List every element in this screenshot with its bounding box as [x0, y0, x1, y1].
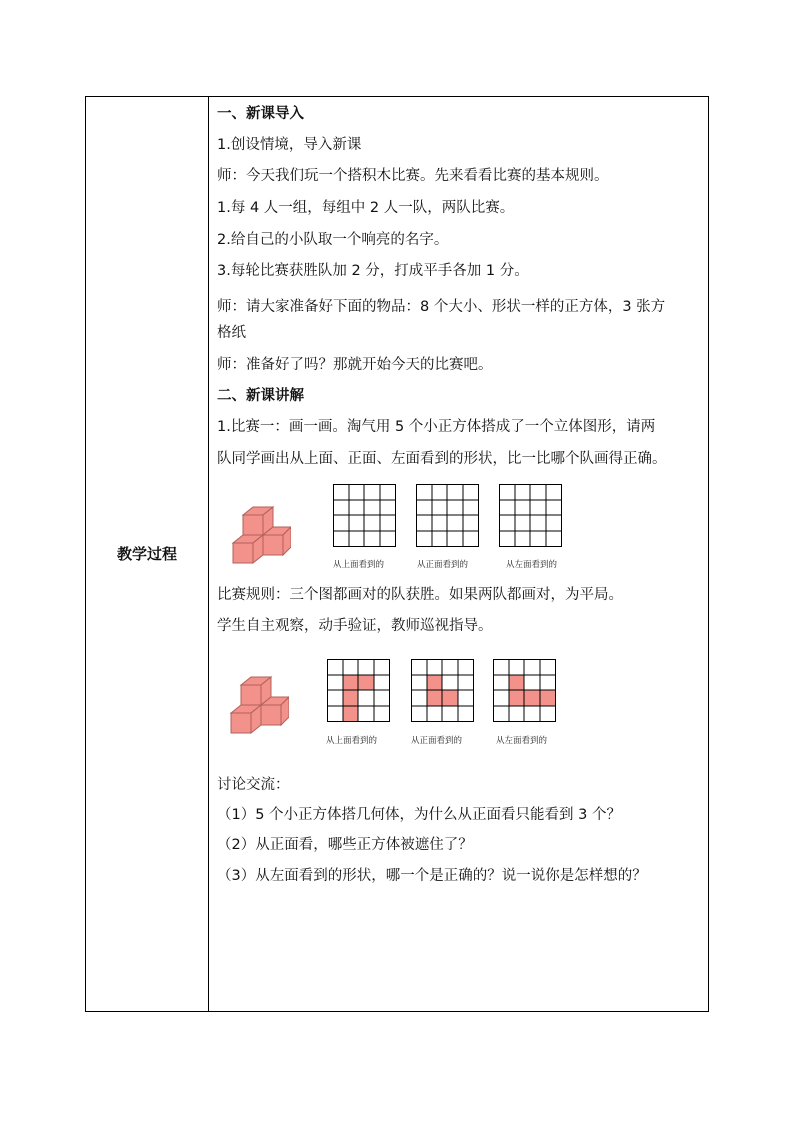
- text-line: 学生自主观察，动手验证，教师巡视指导。: [217, 618, 493, 634]
- text-line: （3）从左面看到的形状，哪一个是正确的？说一说你是怎样想的？: [217, 868, 647, 884]
- heading-new-lesson-intro: 一、新课导入: [217, 106, 304, 122]
- text-line: （2）从正面看，哪些正方体被遮住了？: [217, 837, 473, 853]
- text-line: 讨论交流：: [217, 777, 290, 793]
- column-divider: [208, 97, 209, 1011]
- text-line: 师：今天我们玩一个搭积木比赛。先来看看比赛的基本规则。: [217, 168, 609, 184]
- caption-front-view: 从正面看到的: [411, 736, 463, 746]
- text-line: 师：请大家准备好下面的物品：8 个大小、形状一样的正方体，3 张方: [217, 299, 666, 315]
- caption-left-view: 从左面看到的: [496, 736, 548, 746]
- answer-grid-top-view: [327, 659, 391, 723]
- text-line: （1）5 个小正方体搭几何体，为什么从正面看只能看到 3 个？: [217, 807, 622, 823]
- text-line: 2.给自己的小队取一个响亮的名字。: [217, 232, 449, 248]
- answer-grid-left-view: [493, 659, 557, 723]
- text-line: 1.创设情境，导入新课: [217, 137, 362, 153]
- text-line: 1.每 4 人一组，每组中 2 人一队，两队比赛。: [217, 200, 515, 216]
- text-line: 比赛规则：三个图都画对的队获胜。如果两队都画对，为平局。: [217, 587, 623, 603]
- section-label: 教学过程: [116, 545, 177, 563]
- answer-grid-front-view: [411, 659, 475, 723]
- text-line: 队同学画出从上面、正面、左面看到的形状，比一比哪个队画得正确。: [217, 451, 667, 467]
- caption-left-view: 从左面看到的: [506, 560, 558, 570]
- caption-top-view: 从上面看到的: [333, 560, 385, 570]
- empty-grid-front-view: [416, 484, 480, 548]
- empty-grid-top-view: [333, 484, 397, 548]
- text-line: 格纸: [217, 325, 246, 341]
- caption-front-view: 从正面看到的: [417, 560, 469, 570]
- caption-top-view: 从上面看到的: [326, 736, 378, 746]
- cube-stack-figure-2: [219, 669, 289, 747]
- lesson-table: [85, 96, 709, 1012]
- text-line: 师：准备好了吗？那就开始今天的比赛吧。: [217, 357, 493, 373]
- cube-stack-figure-1: [221, 499, 291, 577]
- text-line: 3.每轮比赛获胜队加 2 分，打成平手各加 1 分。: [217, 263, 529, 279]
- heading-new-lesson-explain: 二、新课讲解: [217, 388, 304, 404]
- empty-grid-left-view: [499, 484, 563, 548]
- text-line: 1.比赛一：画一画。淘气用 5 个小正方体搭成了一个立体图形，请两: [217, 419, 656, 435]
